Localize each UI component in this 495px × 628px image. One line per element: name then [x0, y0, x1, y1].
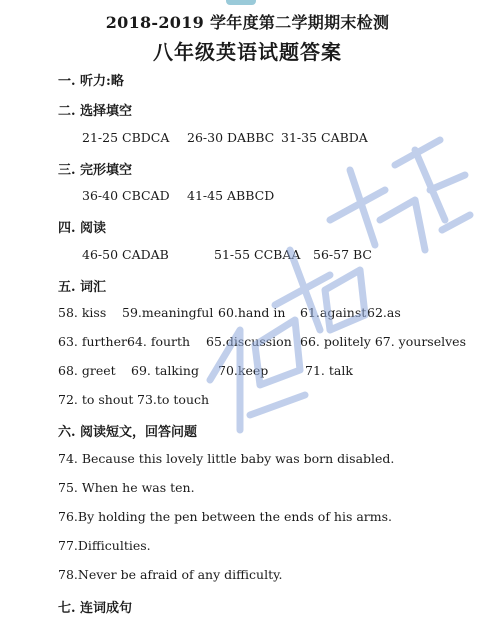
- vocab-answer: 58. kiss: [58, 305, 107, 320]
- vocab-answer: 61.against: [300, 305, 367, 320]
- answer-group: 26-30 DABBC: [187, 130, 275, 145]
- vocab-answer: 72. to shout: [58, 392, 134, 407]
- document-subtitle: 八年级英语试题答案: [153, 40, 342, 64]
- answer-group: 41-45 ABBCD: [187, 188, 275, 203]
- watermark-logo: [180, 130, 480, 450]
- section-6-heading: 六. 阅读短文，回答问题: [58, 425, 198, 440]
- vocab-answer: 60.hand in: [218, 305, 286, 320]
- vocab-answer: 66. politely 67. yourselves: [300, 334, 466, 349]
- section-5-heading: 五. 词汇: [58, 280, 107, 295]
- vocab-answer: 62.as: [367, 305, 401, 320]
- section-4-heading: 四. 阅读: [58, 221, 107, 236]
- answer-group: 51-55 CCBAA: [214, 247, 301, 262]
- vocab-answer: 73.to touch: [137, 392, 210, 407]
- reading-answer: 74. Because this lovely little baby was born disabled.: [58, 451, 395, 466]
- vocab-answer: 70.keep: [218, 363, 269, 378]
- reading-answer: 76.By holding the pen between the ends of his arms.: [58, 509, 393, 524]
- vocab-answer: 64. fourth: [127, 334, 191, 349]
- reading-answer: 75. When he was ten.: [58, 480, 195, 495]
- section-2-heading: 二. 选择填空: [58, 104, 133, 119]
- answer-group: 46-50 CADAB: [82, 247, 169, 262]
- section-3-heading: 三. 完形填空: [58, 163, 133, 178]
- answer-group: 56-57 BC: [313, 247, 372, 262]
- answer-group: 31-35 CABDA: [281, 130, 368, 145]
- section-1-heading: 一. 听力:略: [58, 74, 124, 89]
- vocab-answer: 71. talk: [305, 363, 353, 378]
- vocab-answer: 65.discussion: [206, 334, 292, 349]
- reading-answer: 78.Never be afraid of any difficulty.: [58, 567, 283, 582]
- vocab-answer: 63. further: [58, 334, 127, 349]
- reading-answer: 77.Difficulties.: [58, 538, 151, 553]
- section-7-heading: 七. 连词成句: [58, 601, 133, 616]
- vocab-answer: 69. talking: [131, 363, 199, 378]
- answer-group: 36-40 CBCAD: [82, 188, 170, 203]
- vocab-answer: 68. greet: [58, 363, 116, 378]
- vocab-answer: 59.meaningful: [122, 305, 214, 320]
- top-logo-fragment: [226, 0, 256, 5]
- document-title: 2018-2019 学年度第二学期期末检测: [105, 13, 390, 32]
- answer-group: 21-25 CBDCA: [82, 130, 170, 145]
